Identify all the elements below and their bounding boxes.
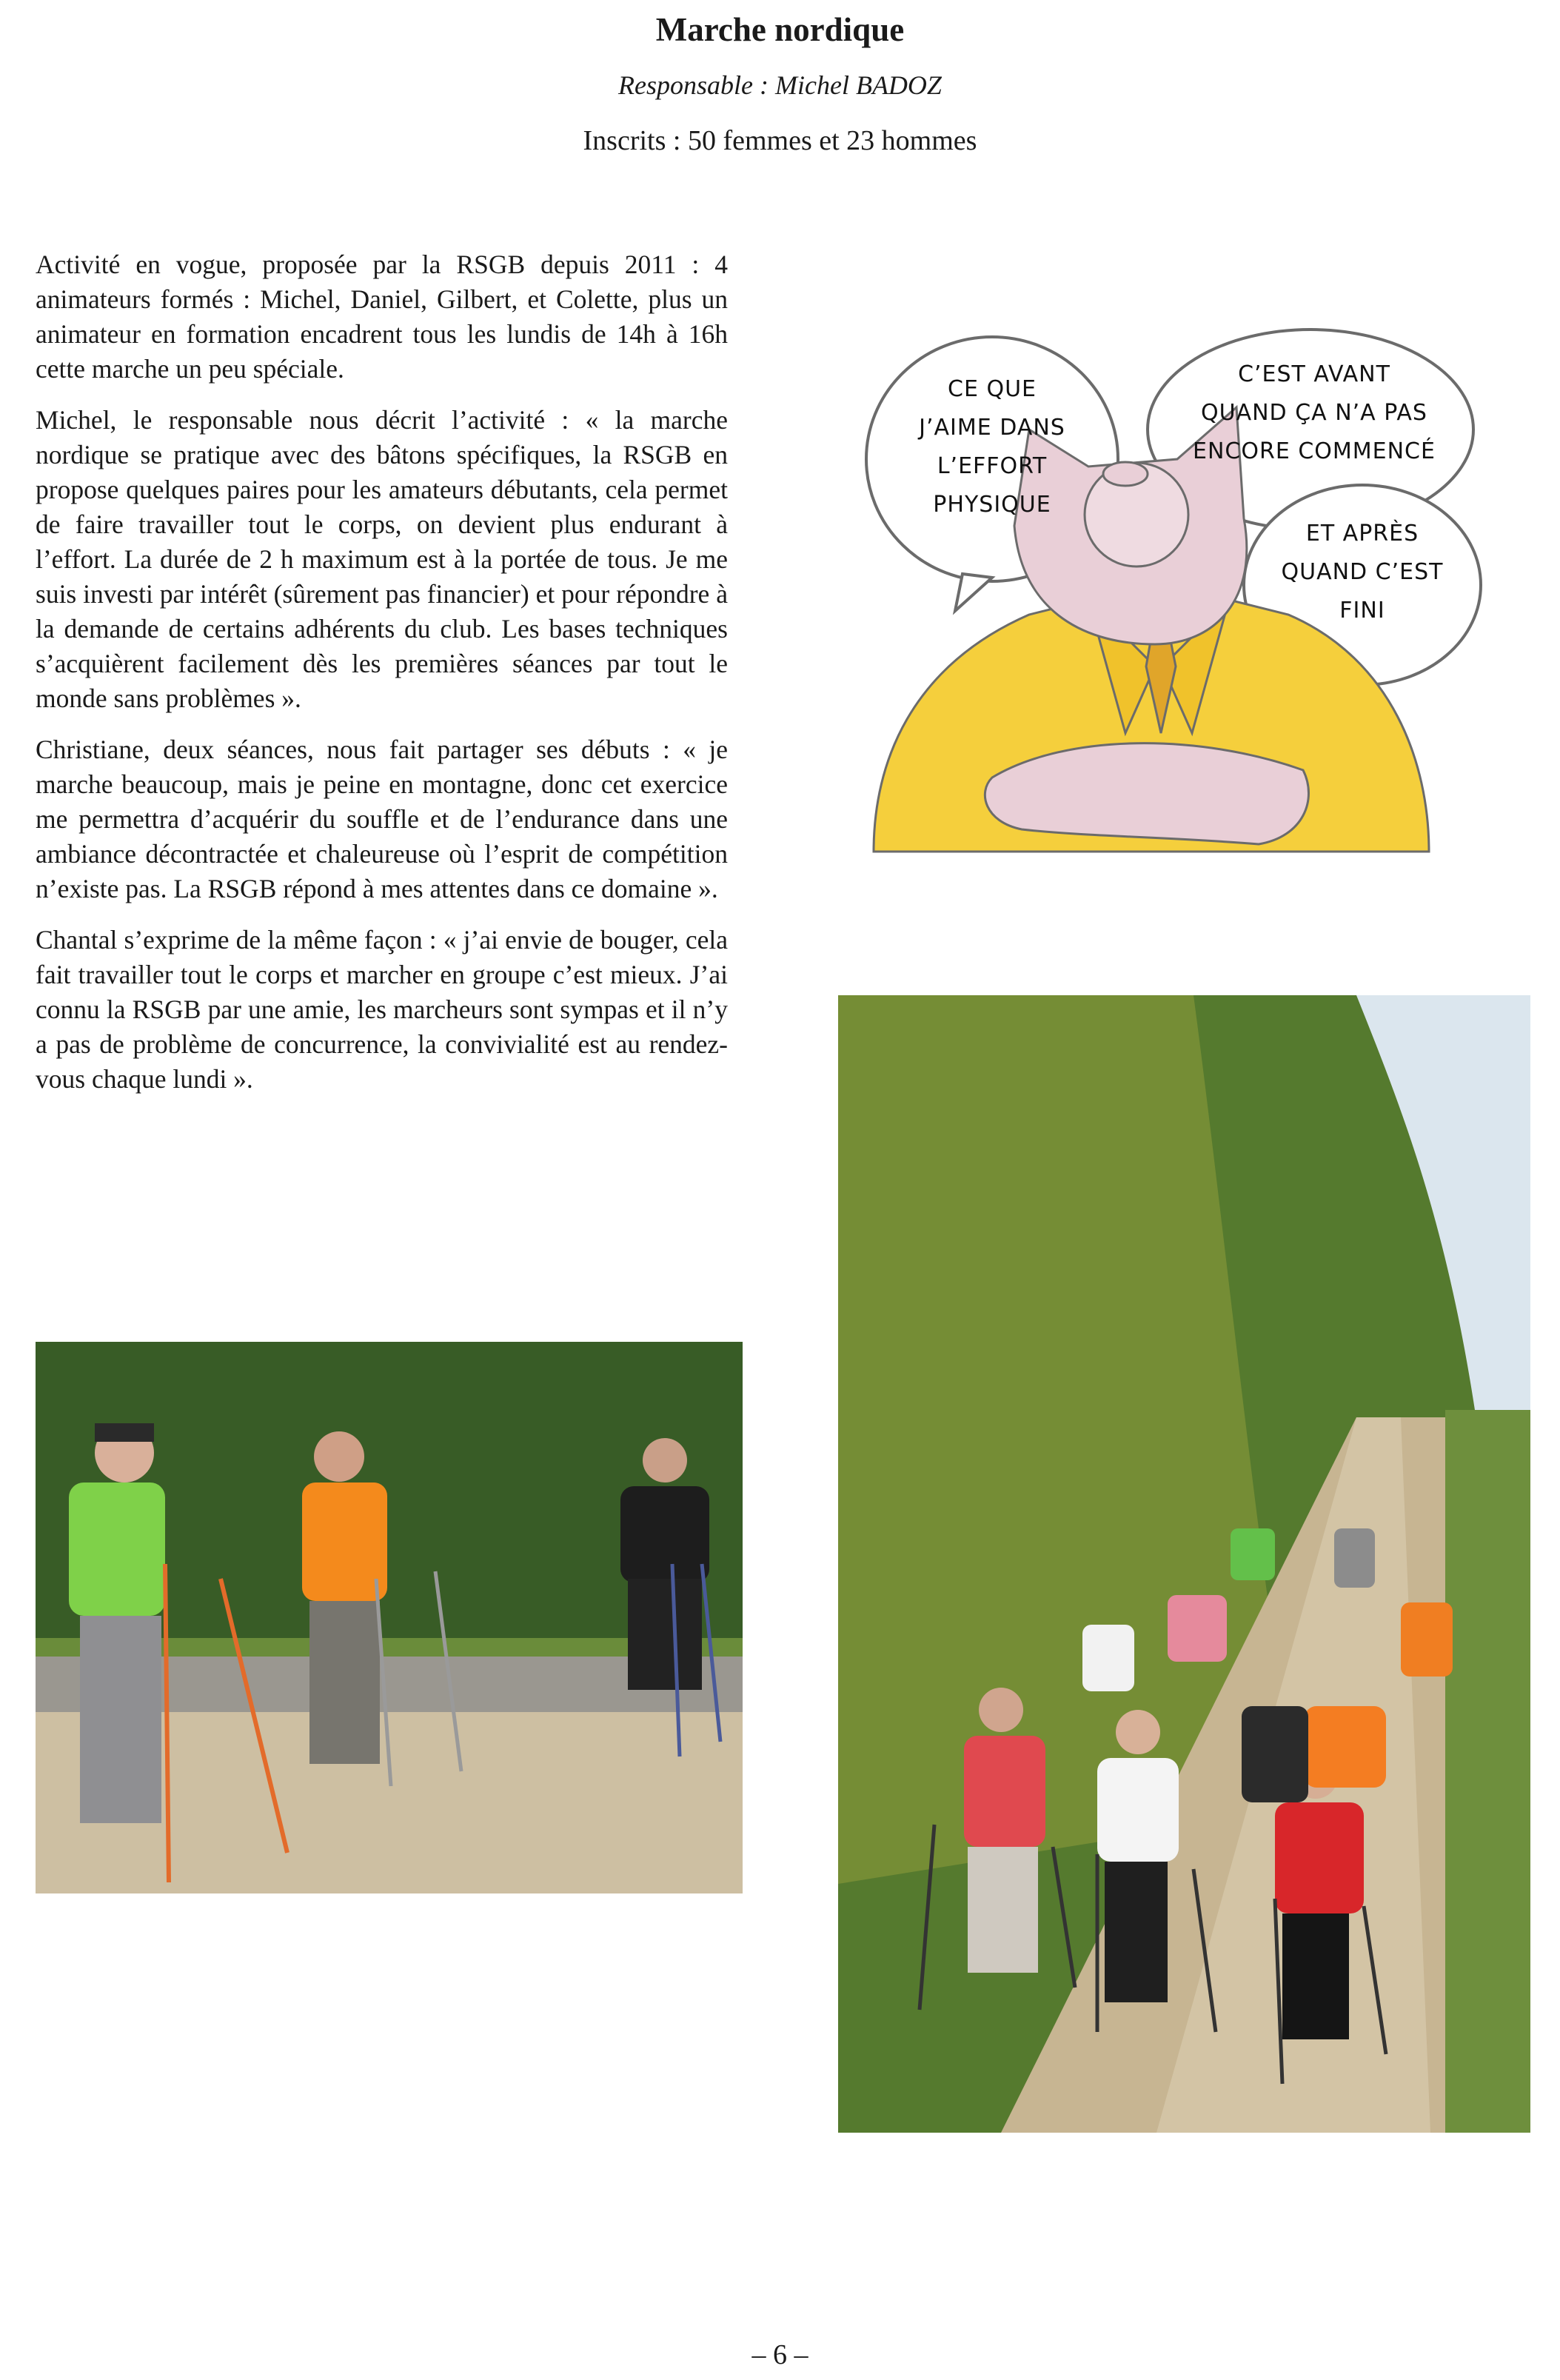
bubble-top-right-text: C’EST AVANT QUAND ÇA N’A PAS ENCORE COMMENCÉ [1193, 361, 1436, 464]
page-number: – 6 – [751, 2339, 809, 2370]
paragraph-michel: Michel, le responsable nous décrit l’activité : « la marche nordique se pratique avec des bâtons spécifiques, la RSGB en propose quelques paires pour les amateurs débutants, cela permet de faire travailler tout le corps, on devient plus endurant à l’effort. La durée de 2 h maximum est à la portée de tous. Je me suis investi par intérêt (sûrement pas financier) et pour répondre à la demande de certains adhérents du club. Les bases techniques s’acquièrent facilement dès les premières séances par tout le monde sans problèmes ». [36, 405, 728, 713]
responsable-line: Responsable : Michel BADOZ [618, 70, 942, 100]
bubble-left-text: CE QUE J’AIME DANS L’EFFORT PHYSIQUE [919, 376, 1065, 518]
paragraph-chantal: Chantal s’exprime de la même façon : « j’ai envie de bouger, cela fait travailler tout le corps et marcher en groupe c’est mieux. J’ai connu la RSGB par une amie, les marcheurs sont sympas et il n’y a pas de problème de concurrence, la convivialité est au rendez-vous chaque lundi ». [36, 925, 728, 1094]
article-body [36, 247, 728, 1113]
inscrits-line: Inscrits : 50 femmes et 23 hommes [583, 125, 977, 156]
bubble-bottom-right-text: ET APRÈS QUAND C’EST FINI [1281, 521, 1444, 624]
paragraph-christiane: Christiane, deux séances, nous fait partager ses débuts : « je marche beaucoup, mais je peine en montagne, donc cet exercice me permettra d’acquérir du souffle et de l’endurance dans une ambiance décontractée et chaleureuse où l’esprit de compétition n’existe pas. La RSGB répond à mes attentes dans ce domaine ». [36, 735, 728, 903]
photo-three-walkers [36, 1342, 743, 1893]
paragraph-intro: Activité en vogue, proposée par la RSGB depuis 2011 : 4 animateurs formés : Michel, Daniel, Gilbert, et Colette, plus un animateur en formation encadrent tous les lundis de 14h à 16h cette marche un peu spéciale. [36, 250, 728, 384]
photo-group-forest-path [838, 995, 1530, 2133]
cat-cartoon [844, 318, 1510, 859]
page-title: Marche nordique [655, 11, 905, 48]
